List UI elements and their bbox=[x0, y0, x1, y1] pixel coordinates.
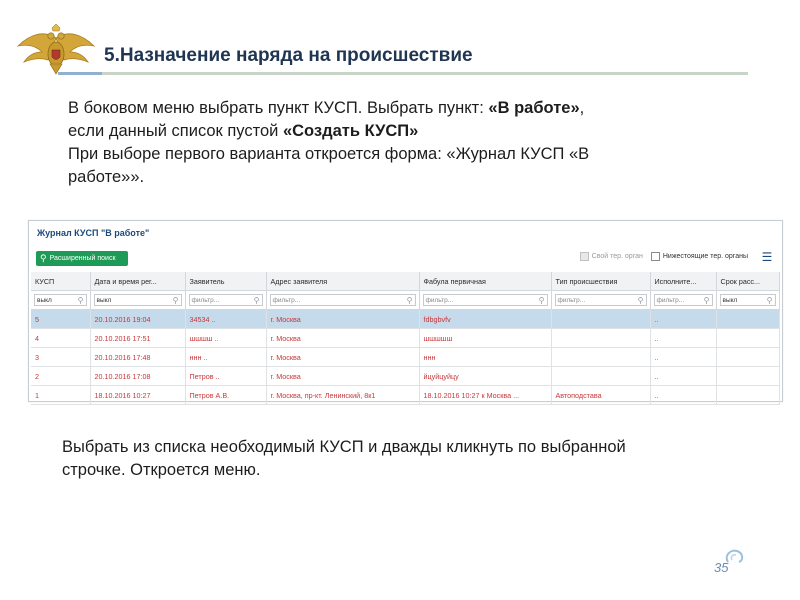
cell-type bbox=[551, 348, 650, 367]
cell-date: 18.10.2016 10:27 bbox=[90, 386, 185, 405]
column-header-date[interactable]: Дата и время рег... bbox=[90, 272, 185, 291]
filter-executor[interactable] bbox=[654, 294, 713, 306]
intro-line3: При выборе первого варианта откроется форма: «Журнал КУСП «В bbox=[68, 145, 590, 163]
filter-row bbox=[31, 291, 779, 310]
org-filter-checkboxes bbox=[580, 252, 748, 261]
cell-date: 20.10.2016 19:04 bbox=[90, 310, 185, 329]
magnifier-icon: ⚲ bbox=[40, 253, 47, 263]
cell-fabula: йцуйцуйцу bbox=[419, 367, 551, 386]
cell-applicant: 34534 .. bbox=[185, 310, 266, 329]
cell-kusp: 1 bbox=[31, 386, 90, 405]
filter-applicant-placeholder: фильтр... bbox=[191, 296, 220, 304]
outro-line1: Выбрать из списка необходимый КУСП и дважды кликнуть по выбранной bbox=[62, 438, 626, 456]
table-row[interactable] bbox=[31, 329, 779, 348]
cell-kusp: 5 bbox=[31, 310, 90, 329]
column-header-type[interactable]: Тип происшествия bbox=[551, 272, 650, 291]
table-row[interactable] bbox=[31, 367, 779, 386]
eagle-emblem-icon bbox=[14, 24, 98, 76]
filter-date-value: выкл bbox=[96, 296, 112, 304]
cell-fabula: шшшшш bbox=[419, 329, 551, 348]
filter-executor-placeholder: фильтр... bbox=[656, 296, 685, 304]
search-icon: ⚲ bbox=[637, 295, 644, 305]
own-org-label: Свой тер. орган bbox=[591, 253, 643, 260]
column-header-term[interactable]: Срок расс... bbox=[716, 272, 779, 291]
cell-date: 20.10.2016 17:48 bbox=[90, 348, 185, 367]
cell-fabula: ннн bbox=[419, 348, 551, 367]
cell-address: г. Москва bbox=[266, 310, 419, 329]
kusp-table bbox=[31, 272, 780, 405]
cell-applicant: ннн .. bbox=[185, 348, 266, 367]
cell-type bbox=[551, 367, 650, 386]
column-header-applicant[interactable]: Заявитель bbox=[185, 272, 266, 291]
title-underline bbox=[58, 72, 748, 75]
cell-date: 20.10.2016 17:51 bbox=[90, 329, 185, 348]
cell-executor: .. bbox=[650, 367, 716, 386]
cell-address: г. Москва bbox=[266, 348, 419, 367]
search-icon: ⚲ bbox=[172, 295, 179, 305]
table-header-row bbox=[31, 272, 779, 291]
cell-kusp: 4 bbox=[31, 329, 90, 348]
search-icon: ⚲ bbox=[77, 295, 84, 305]
intro-text bbox=[68, 97, 748, 189]
cell-type bbox=[551, 310, 650, 329]
intro-line2-a: если данный список пустой bbox=[68, 122, 283, 140]
sub-orgs-box bbox=[651, 252, 660, 261]
search-icon: ⚲ bbox=[253, 295, 260, 305]
own-org-box bbox=[580, 252, 589, 261]
filter-type[interactable] bbox=[555, 294, 647, 306]
cell-term bbox=[716, 367, 779, 386]
cell-executor: .. bbox=[650, 386, 716, 405]
filter-kusp[interactable] bbox=[34, 294, 87, 306]
search-icon: ⚲ bbox=[703, 295, 710, 305]
filter-type-placeholder: фильтр... bbox=[557, 296, 586, 304]
intro-line4: работе»». bbox=[68, 168, 145, 186]
title-underline-accent bbox=[58, 72, 102, 75]
filter-address[interactable] bbox=[270, 294, 416, 306]
cell-type bbox=[551, 329, 650, 348]
cell-executor: .. bbox=[650, 310, 716, 329]
cell-applicant: шшшш .. bbox=[185, 329, 266, 348]
intro-line1-c: , bbox=[579, 99, 585, 117]
journal-panel bbox=[28, 220, 783, 402]
own-org-checkbox[interactable] bbox=[580, 252, 643, 261]
filter-address-placeholder: фильтр... bbox=[272, 296, 301, 304]
cell-kusp: 2 bbox=[31, 367, 90, 386]
search-icon: ⚲ bbox=[538, 295, 545, 305]
outro-line2: строчке. Откроется меню. bbox=[62, 461, 261, 479]
cell-type: Автоподстава bbox=[551, 386, 650, 405]
search-icon: ⚲ bbox=[406, 295, 413, 305]
column-header-address[interactable]: Адрес заявителя bbox=[266, 272, 419, 291]
sub-orgs-label: Нижестоящие тер. органы bbox=[662, 253, 748, 260]
cell-address: г. Москва bbox=[266, 329, 419, 348]
intro-line1-a: В боковом меню выбрать пункт КУСП. Выбрать пункт: bbox=[68, 99, 489, 117]
sub-orgs-checkbox[interactable] bbox=[651, 252, 748, 261]
advanced-search-button[interactable] bbox=[36, 251, 128, 266]
column-header-fabula[interactable]: Фабула первичная bbox=[419, 272, 551, 291]
cell-term bbox=[716, 329, 779, 348]
cell-term bbox=[716, 348, 779, 367]
cell-term bbox=[716, 386, 779, 405]
cell-executor: .. bbox=[650, 348, 716, 367]
advanced-search-label: Расширенный поиск bbox=[49, 255, 116, 262]
cell-applicant: Петров А.В. bbox=[185, 386, 266, 405]
search-icon: ⚲ bbox=[766, 295, 773, 305]
filter-term-value: выкл bbox=[722, 296, 738, 304]
cell-term bbox=[716, 310, 779, 329]
filter-applicant[interactable] bbox=[189, 294, 263, 306]
outro-text bbox=[62, 436, 762, 482]
table-row[interactable] bbox=[31, 310, 779, 329]
cell-applicant: Петров .. bbox=[185, 367, 266, 386]
journal-title: Журнал КУСП "В работе" bbox=[37, 228, 150, 238]
table-row[interactable] bbox=[31, 386, 779, 405]
cell-address: г. Москва bbox=[266, 367, 419, 386]
page-number: 35 bbox=[714, 560, 729, 575]
cell-date: 20.10.2016 17:08 bbox=[90, 367, 185, 386]
table-row[interactable] bbox=[31, 348, 779, 367]
slide-title: 5.Назначение наряда на происшествие bbox=[104, 45, 473, 66]
cell-executor: .. bbox=[650, 329, 716, 348]
cell-fabula: 18.10.2016 10:27 к Москва ... bbox=[419, 386, 551, 405]
intro-line2-b: «Создать КУСП» bbox=[282, 122, 419, 140]
column-header-kusp[interactable]: КУСП bbox=[31, 272, 90, 291]
hamburger-menu-icon[interactable]: ☰ bbox=[761, 250, 773, 264]
filter-term[interactable] bbox=[720, 294, 776, 306]
cell-fabula: fdbgbvfv bbox=[419, 310, 551, 329]
filter-fabula[interactable] bbox=[423, 294, 548, 306]
column-header-executor[interactable]: Исполните... bbox=[650, 272, 716, 291]
filter-date[interactable] bbox=[94, 294, 182, 306]
filter-kusp-value: выкл bbox=[37, 296, 52, 304]
intro-line1-b: «В работе» bbox=[488, 99, 580, 117]
filter-fabula-placeholder: фильтр... bbox=[425, 296, 454, 304]
cell-kusp: 3 bbox=[31, 348, 90, 367]
cell-address: г. Москва, пр-кт. Ленинский, 8к1 bbox=[266, 386, 419, 405]
